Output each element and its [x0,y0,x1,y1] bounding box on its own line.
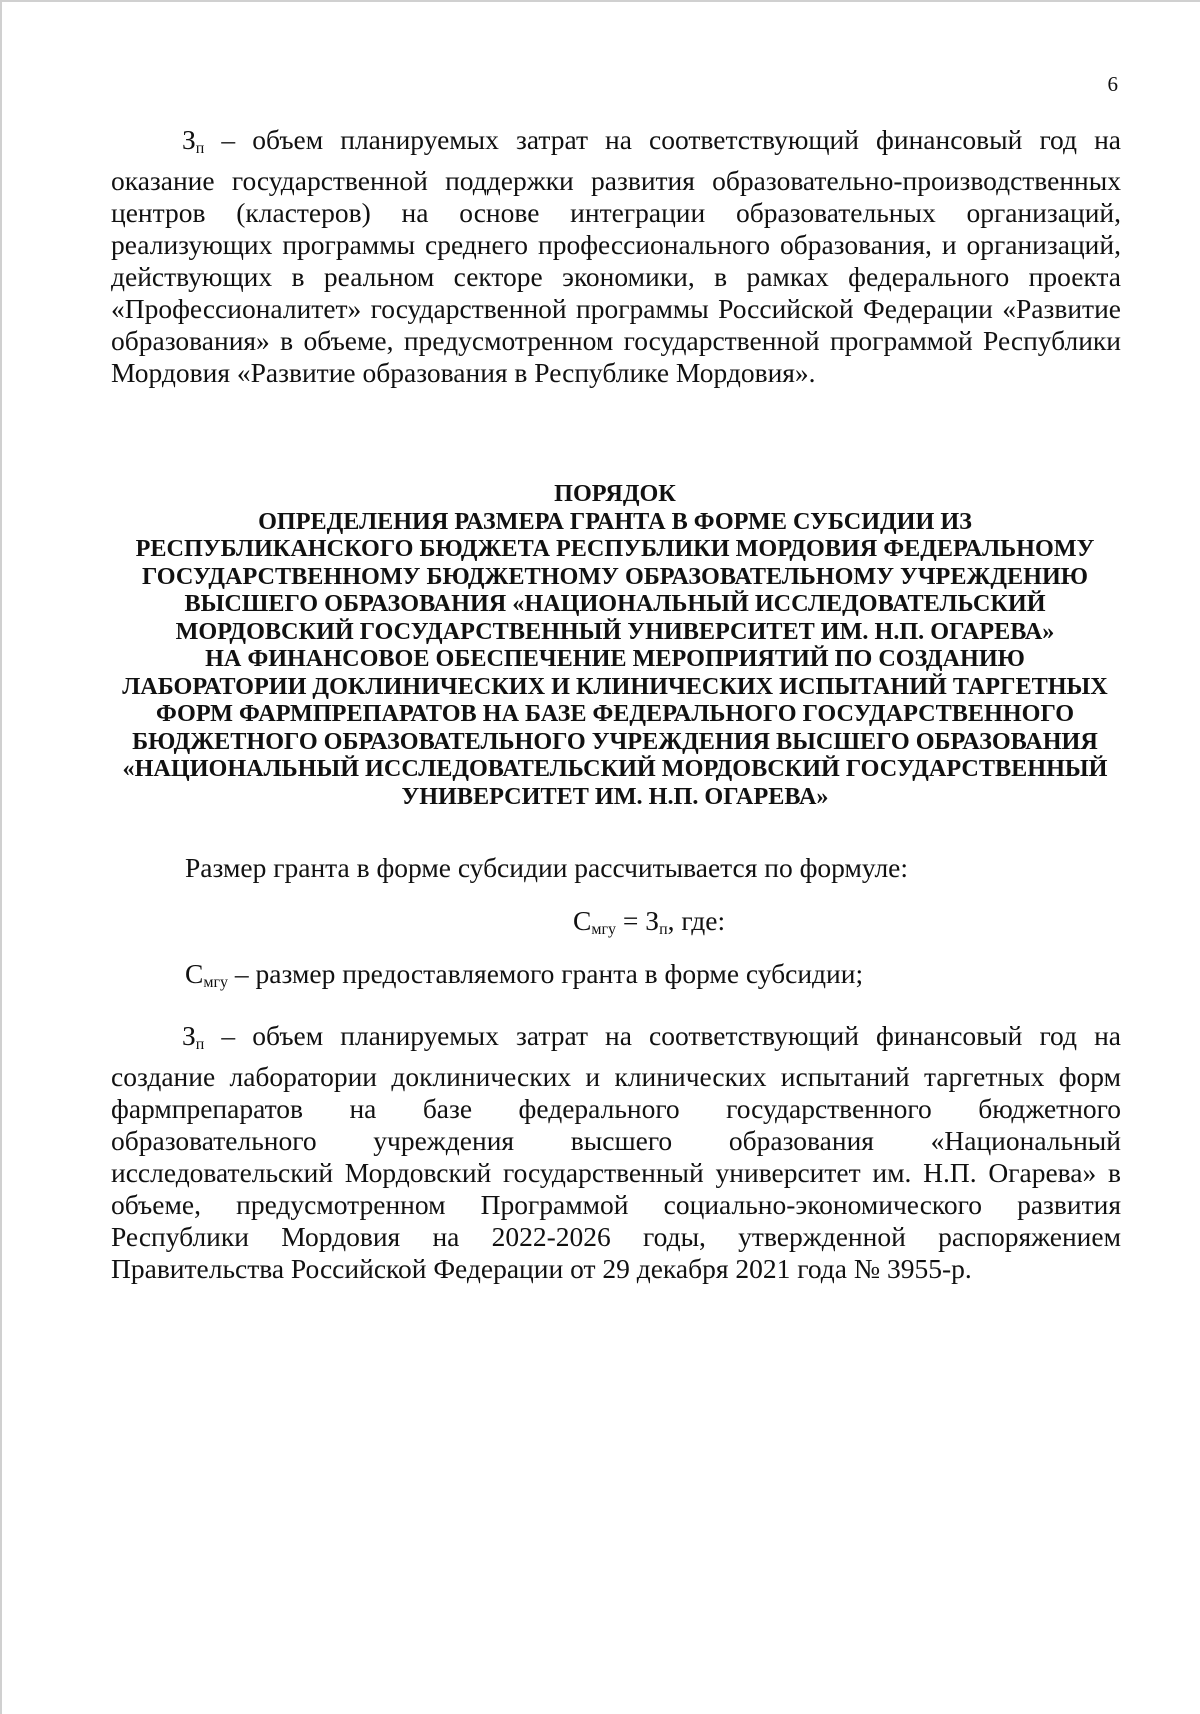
formula-lhs: С [573,905,592,936]
scan-border-left [0,0,2,1714]
formula-intro: Размер гранта в форме субсидии рассчитывается по формуле: [185,852,909,883]
paragraph-text: – объем планируемых затрат на соответствующий финансовый год на создание лаборатории доклинических и клинических испытаний таргетных форм фармпрепаратов на базе федерального государственного бюджетного образовательного учреждения высшего образования «Национальный исследовательский Мордовский государственный университет им. Н.П. Огарева» в объеме, предусмотренном Программой социально-экономического развития Республики Мордовия на 2022-2026 годы, утвержденной распоряжением Правительства Российской Федерации от 29 декабря 2021 года № 3955-р. [111,1020,1121,1284]
formula-rhs: З [645,905,660,936]
definition-text: – размер предоставляемого гранта в форме субсидии; [228,958,864,989]
symbol-z: З [182,1020,196,1051]
definition-grant-size [185,958,863,992]
section-heading: ПОРЯДОК ОПРЕДЕЛЕНИЯ РАЗМЕРА ГРАНТА В ФОРМЕ СУБСИДИИ ИЗ РЕСПУБЛИКАНСКОГО БЮДЖЕТА РЕСПУБЛИКИ МОРДОВИЯ ФЕДЕРАЛЬНОМУ ГОСУДАРСТВЕННОМУ БЮДЖЕТНОМУ ОБРАЗОВАТЕЛЬНОМУ УЧРЕЖДЕНИЮ ВЫСШЕГО ОБРАЗОВАНИЯ «НАЦИОНАЛЬНЫЙ ИССЛЕДОВАТЕЛЬСКИЙ МОРДОВСКИЙ ГОСУДАРСТВЕННЫЙ УНИВЕРСИТЕТ ИМ. Н.П. ОГАРЕВА» НА ФИНАНСОВОЕ ОБЕСПЕЧЕНИЕ МЕРОПРИЯТИЙ ПО СОЗДАНИЮ ЛАБОРАТОРИИ ДОКЛИНИЧЕСКИХ И КЛИНИЧЕСКИХ ИСПЫТАНИЙ ТАРГЕТНЫХ ФОРМ ФАРМПРЕПАРАТОВ НА БАЗЕ ФЕДЕРАЛЬНОГО ГОСУДАРСТВЕННОГО БЮДЖЕТНОГО ОБРАЗОВАТЕЛЬНОГО УЧРЕЖДЕНИЯ ВЫСШЕГО ОБРАЗОВАНИЯ «НАЦИОНАЛЬНЫЙ ИССЛЕДОВАТЕЛЬСКИЙ МОРДОВСКИЙ ГОСУДАРСТВЕННЫЙ УНИВЕРСИТЕТ ИМ. Н.П. ОГАРЕВА» [122,480,1108,810]
formula-equals: = [616,905,646,936]
paragraph-costs-laboratory [111,1020,1121,1285]
formula-suffix: , где: [667,905,726,936]
symbol-c: С [185,958,204,989]
page-number: 6 [1107,72,1118,96]
formula-lhs-subscript: мгу [591,921,617,938]
symbol-z-subscript: п [195,1036,205,1053]
symbol-z-subscript: п [195,140,205,157]
scan-border-top [0,0,1200,2]
paragraph-costs-clusters [111,124,1121,389]
symbol-c-subscript: мгу [203,974,229,991]
paragraph-text: – объем планируемых затрат на соответствующий финансовый год на оказание государственной поддержки развития образовательно-производственных центров (кластеров) на основе интеграции образовательных организаций, реализующих программы среднего профессионального образования, и организаций, действующих в реальном секторе экономики, в рамках федерального проекта «Профессионалитет» государственной программы Российской Федерации «Развитие образования» в объеме, предусмотренном государственной программой Республики Мордовия «Развитие образования в Республике Мордовия». [111,124,1121,388]
formula [573,905,725,939]
formula-rhs-subscript: п [659,921,668,938]
symbol-z: З [182,124,196,155]
